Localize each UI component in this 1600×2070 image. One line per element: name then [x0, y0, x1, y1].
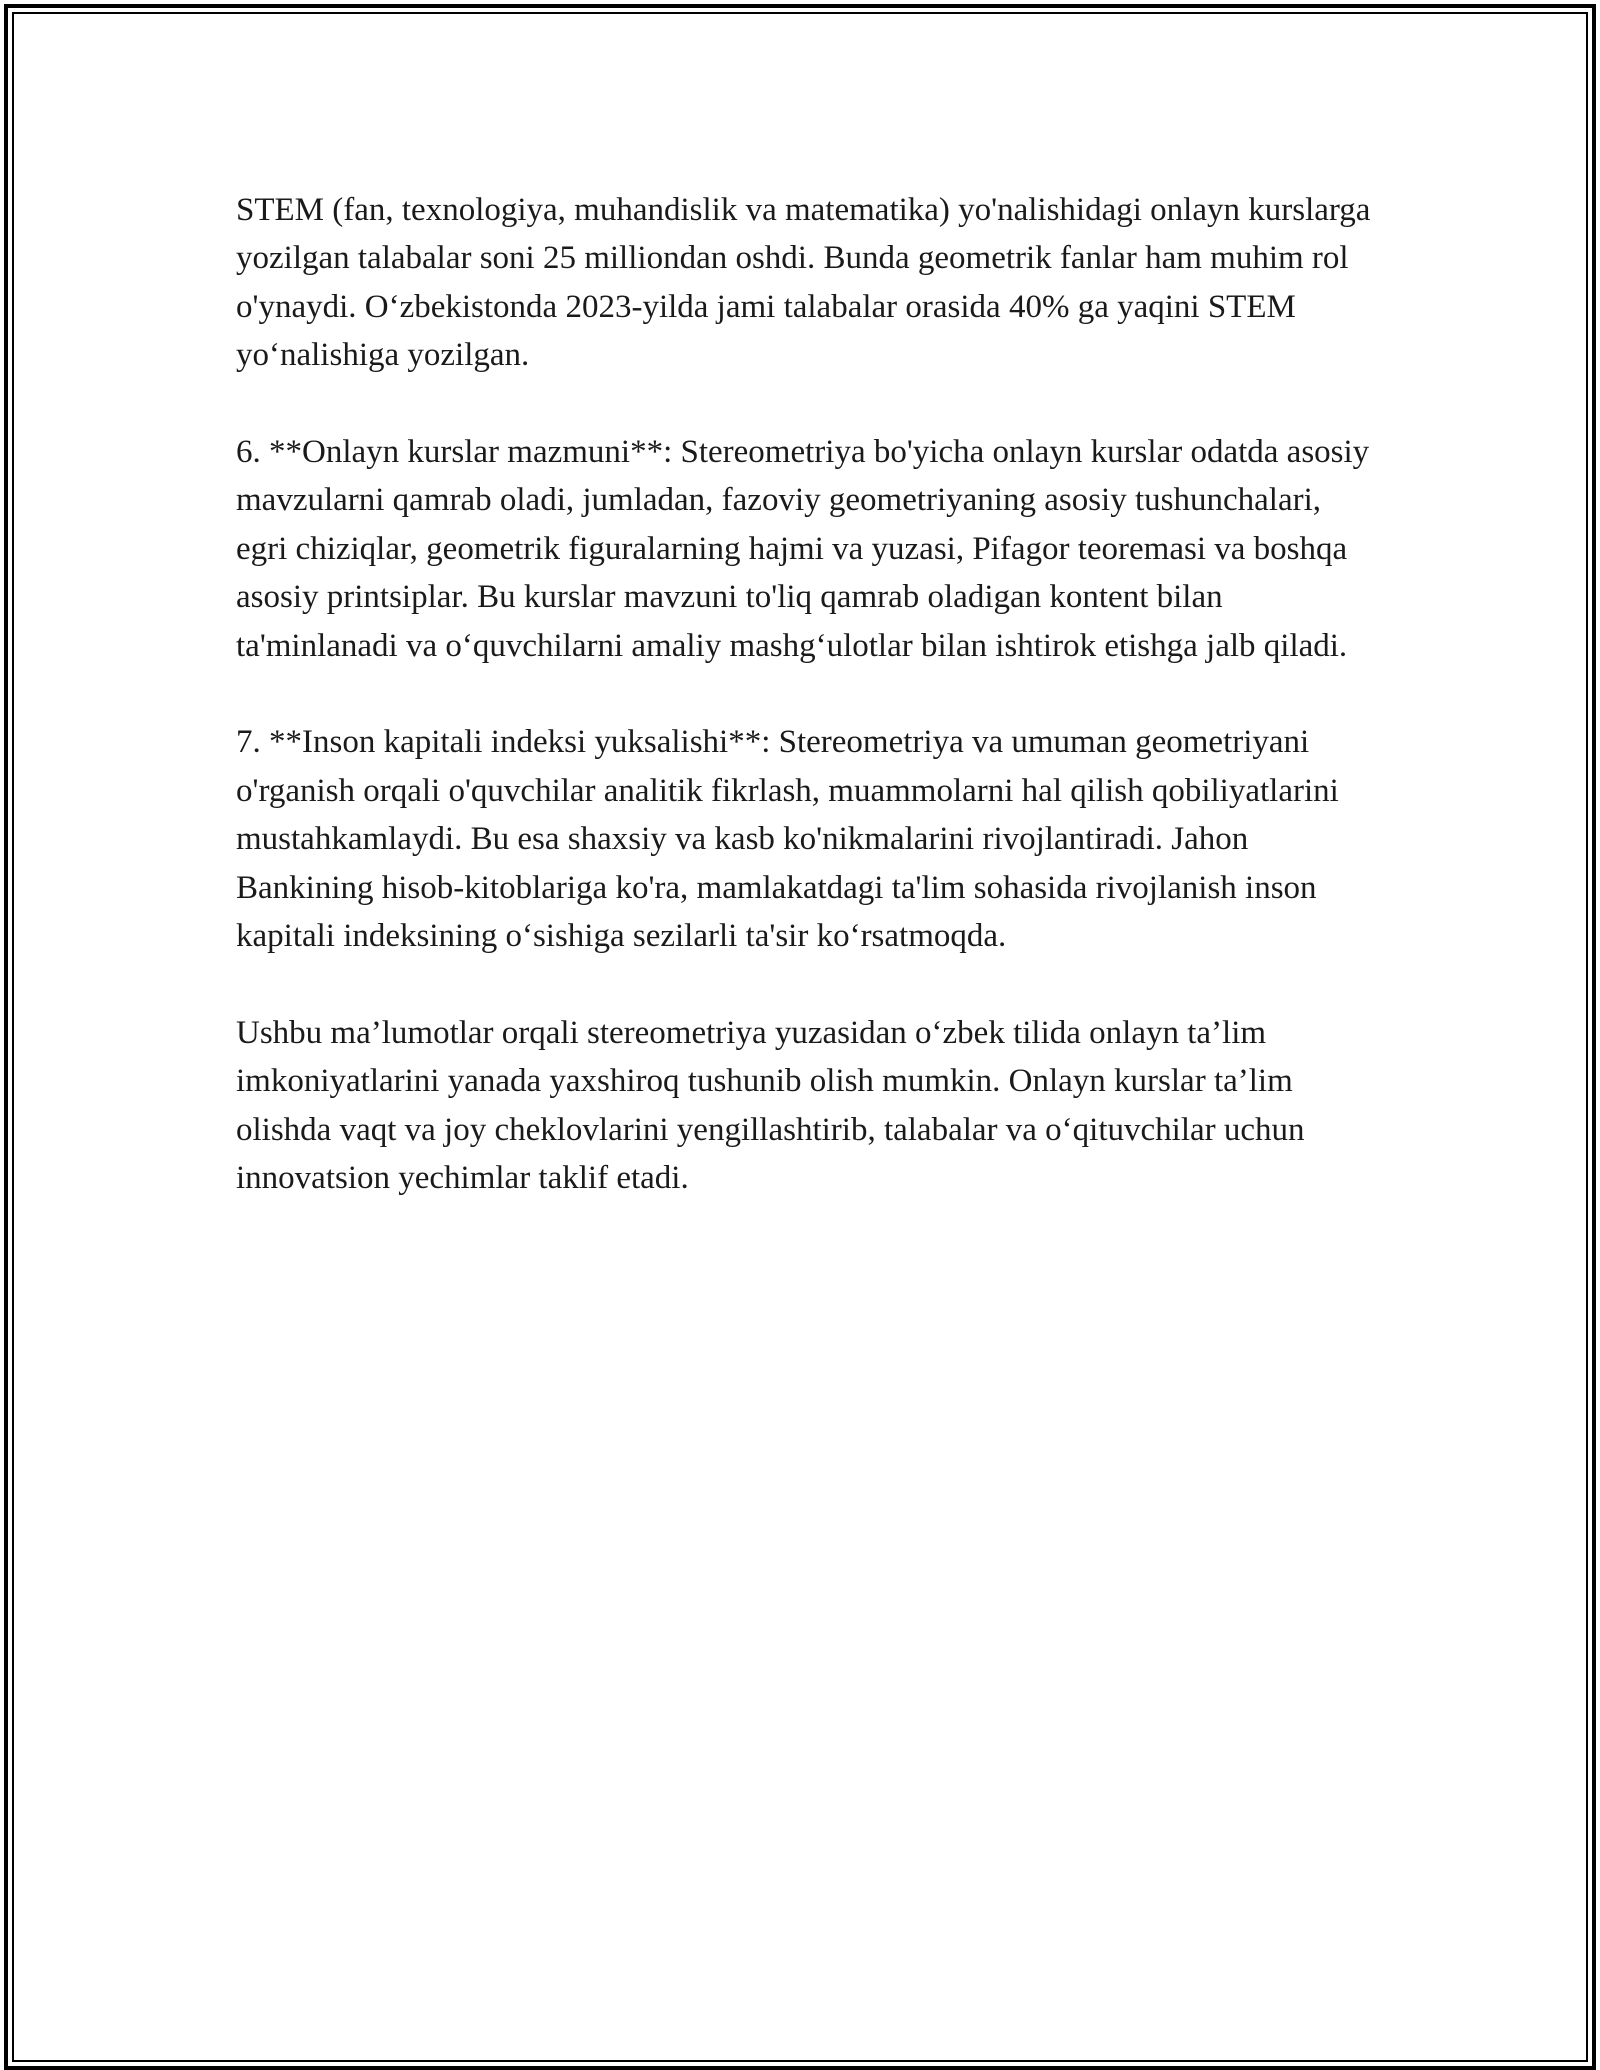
document-body — [236, 186, 1376, 1251]
paragraph-course-content: 6. **Onlayn kurslar mazmuni**: Stereometriya bo'yicha onlayn kurslar odatda asosiy mavzularni qamrab oladi, jumladan, fazoviy geometriyaning asosiy tushunchalari, egri chiziqlar, geometrik figuralarning hajmi va yuzasi, Pifagor teoremasi va boshqa asosiy printsiplar. Bu kurslar mavzuni to'liq qamrab oladigan kontent bilan ta'minlanadi va o‘quvchilarni amaliy mashg‘ulotlar bilan ishtirok etishga jalb qiladi. — [236, 434, 1370, 664]
paragraph-stem-enrollment: STEM (fan, texnologiya, muhandislik va matematika) yo'nalishidagi onlayn kurslarga yozilgan talabalar soni 25 milliondan oshdi. Bunda geometrik fanlar ham muhim rol o'ynaydi. O‘zbekistonda 2023-yilda jami talabalar orasida 40% ga yaqini STEM yo‘nalishiga yozilgan. — [236, 192, 1371, 374]
paragraph-conclusion: Ushbu ma’lumotlar orqali stereometriya yuzasidan o‘zbek tilida onlayn ta’lim imkoniyatlarini yanada yaxshiroq tushunib olish mumkin. Onlayn kurslar ta’lim olishda vaqt va joy cheklovlarini yengillashtirib, talabalar va o‘qituvchilar uchun innovatsion yechimlar taklif etadi. — [236, 1014, 1305, 1197]
paragraph-human-capital: 7. **Inson kapitali indeksi yuksalishi**: Stereometriya va umuman geometriyani o'rganish orqali o'quvchilar analitik fikrlash, muammolarni hal qilish qobiliyatlarini mustahkamlaydi. Bu esa shaxsiy va kasb ko'nikmalarini rivojlantiradi. Jahon Bankining hisob-kitoblariga ko'ra, mamlakatdagi ta'lim sohasida rivojlanish inson kapitali indeksining o‘sishiga sezilarli ta'sir ko‘rsatmoqda. — [236, 724, 1339, 955]
